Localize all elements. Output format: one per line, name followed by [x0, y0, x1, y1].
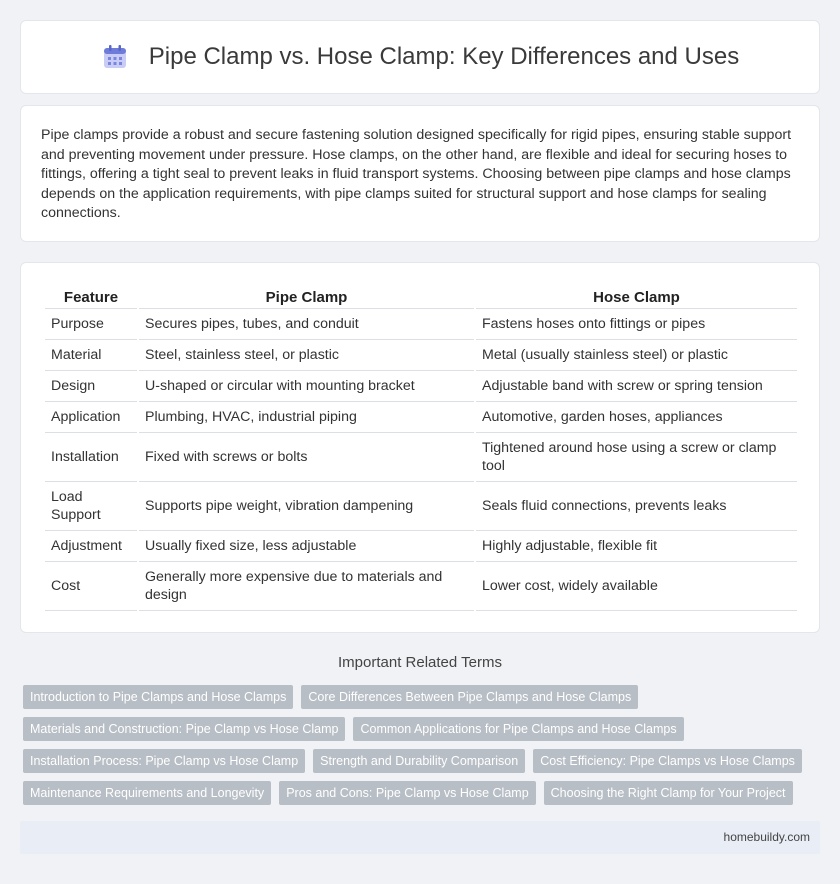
hose-clamp-cell: Seals fluid connections, prevents leaks — [476, 482, 797, 531]
related-term-link[interactable]: Materials and Construction: Pipe Clamp vs Hose Clamp — [23, 717, 345, 741]
table-row — [45, 562, 797, 611]
column-header-feature: Feature — [45, 283, 137, 309]
table-row — [45, 371, 797, 402]
table-header-row — [45, 283, 797, 309]
feature-cell: Purpose — [45, 309, 137, 340]
table-row — [45, 433, 797, 482]
hose-clamp-cell: Adjustable band with screw or spring tension — [476, 371, 797, 402]
feature-cell: Material — [45, 340, 137, 371]
hose-clamp-cell: Fastens hoses onto fittings or pipes — [476, 309, 797, 340]
footer-site-name: homebuildy.com — [723, 830, 810, 844]
table-row — [45, 340, 797, 371]
related-term-link[interactable]: Pros and Cons: Pipe Clamp vs Hose Clamp — [279, 781, 535, 805]
related-term-link[interactable]: Maintenance Requirements and Longevity — [23, 781, 271, 805]
page-title: Pipe Clamp vs. Hose Clamp: Key Differences and Uses — [148, 43, 740, 70]
pipe-clamp-cell: Supports pipe weight, vibration dampening — [139, 482, 474, 531]
hose-clamp-cell: Highly adjustable, flexible fit — [476, 531, 797, 562]
feature-cell: Cost — [45, 562, 137, 611]
pipe-clamp-cell: U-shaped or circular with mounting bracket — [139, 371, 474, 402]
hose-clamp-cell: Automotive, garden hoses, appliances — [476, 402, 797, 433]
related-term-link[interactable]: Installation Process: Pipe Clamp vs Hose Clamp — [23, 749, 305, 773]
footer — [20, 821, 820, 854]
column-header-pipe-clamp: Pipe Clamp — [139, 283, 474, 309]
pipe-clamp-cell: Steel, stainless steel, or plastic — [139, 340, 474, 371]
related-term-link[interactable]: Common Applications for Pipe Clamps and Hose Clamps — [353, 717, 683, 741]
related-term-link[interactable]: Strength and Durability Comparison — [313, 749, 525, 773]
related-terms-title: Important Related Terms — [338, 654, 502, 671]
related-term-link[interactable]: Choosing the Right Clamp for Your Project — [544, 781, 793, 805]
comparison-table-card — [20, 262, 820, 633]
comparison-table — [43, 283, 799, 611]
intro-card — [20, 105, 820, 242]
feature-cell: Adjustment — [45, 531, 137, 562]
related-terms-list — [23, 685, 823, 813]
hose-clamp-cell: Metal (usually stainless steel) or plastic — [476, 340, 797, 371]
header-card — [20, 20, 820, 94]
column-header-hose-clamp: Hose Clamp — [476, 283, 797, 309]
feature-cell: Application — [45, 402, 137, 433]
table-row — [45, 402, 797, 433]
table-row — [45, 309, 797, 340]
feature-cell: Installation — [45, 433, 137, 482]
feature-cell: Design — [45, 371, 137, 402]
pipe-clamp-cell: Secures pipes, tubes, and conduit — [139, 309, 474, 340]
pipe-clamp-cell: Plumbing, HVAC, industrial piping — [139, 402, 474, 433]
pipe-clamp-cell: Fixed with screws or bolts — [139, 433, 474, 482]
hose-clamp-cell: Tightened around hose using a screw or clamp tool — [476, 433, 797, 482]
table-row — [45, 531, 797, 562]
feature-cell: Load Support — [45, 482, 137, 531]
calendar-icon — [101, 43, 129, 71]
pipe-clamp-cell: Usually fixed size, less adjustable — [139, 531, 474, 562]
related-term-link[interactable]: Introduction to Pipe Clamps and Hose Clamps — [23, 685, 293, 709]
hose-clamp-cell: Lower cost, widely available — [476, 562, 797, 611]
table-row — [45, 482, 797, 531]
related-term-link[interactable]: Core Differences Between Pipe Clamps and Hose Clamps — [301, 685, 638, 709]
related-term-link[interactable]: Cost Efficiency: Pipe Clamps vs Hose Clamps — [533, 749, 802, 773]
pipe-clamp-cell: Generally more expensive due to materials and design — [139, 562, 474, 611]
intro-paragraph: Pipe clamps provide a robust and secure fastening solution designed specifically for rigid pipes, ensuring stable support and preventing movement under pressure. Hose clamps, on the other hand, are flexible and ideal for securing hoses to fittings, offering a tight seal to prevent leaks in fluid transport systems. Choosing between pipe clamps and hose clamps depends on the application requirements, with pipe clamps suited for structural support and hose clamps for sealing connections. — [41, 127, 792, 221]
